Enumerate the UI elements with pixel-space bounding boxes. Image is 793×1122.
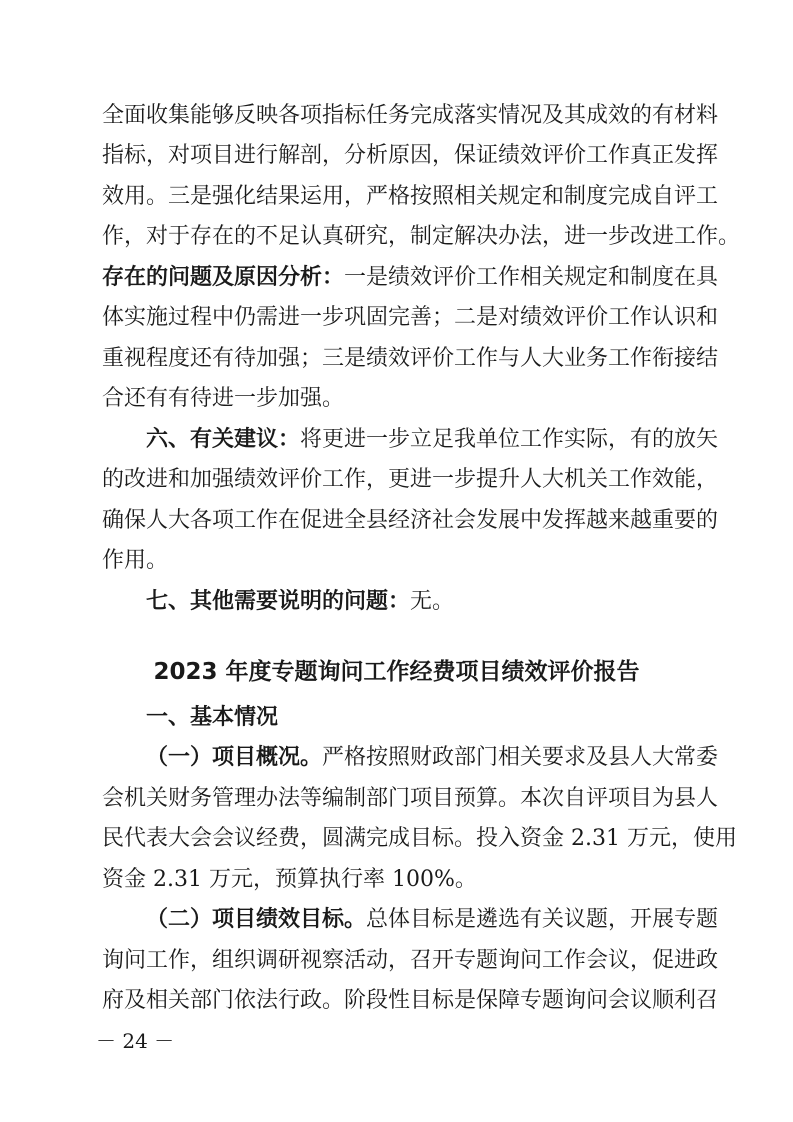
paragraph-line	[146, 584, 702, 620]
page-number: － 24 －	[96, 1029, 175, 1053]
paragraph-text: 一是绩效评价工作相关规定和制度在具	[344, 265, 719, 290]
paragraph-line: 重视程度还有待加强；三是绩效评价工作与人大业务工作衔接结	[102, 346, 719, 371]
paragraph-text: 无。	[410, 589, 455, 614]
section-heading: 一、基本情况	[146, 705, 279, 730]
paragraph-line: 指标，对项目进行解剖，分析原因，保证绩效评价工作真正发挥	[102, 143, 719, 168]
paragraph-line: 会机关财务管理办法等编制部门项目预算。本次自评项目为县人	[102, 786, 719, 811]
paragraph-line	[102, 260, 719, 296]
other-issues-heading: 七、其他需要说明的问题：	[146, 589, 411, 614]
paragraph-line: 作用。	[102, 548, 169, 573]
paragraph-line: 府及相关部门依法行政。阶段性目标是保障专题询问会议顺利召	[102, 988, 719, 1013]
overview-heading: （一）项目概况。	[146, 745, 323, 770]
paragraph-line: 的改进和加强绩效评价工作，更进一步提升人大机关工作效能，	[102, 467, 719, 492]
paragraph-text: 严格按照财政部门相关要求及县人大常委	[322, 745, 719, 770]
paragraph-line: 询问工作，组织调研视察活动，召开专题询问工作会议，促进政	[102, 948, 719, 973]
paragraph-line: 资金 2.31 万元，预算执行率 100%。	[102, 867, 477, 892]
paragraph-line: 效用。三是强化结果运用，严格按照相关规定和制度完成自评工	[102, 184, 719, 209]
paragraph-text: 将更进一步立足我单位工作实际，有的放矢	[300, 427, 719, 452]
problem-heading: 存在的问题及原因分析：	[102, 265, 345, 290]
paragraph-line: 作，对于存在的不足认真研究，制定解决办法，进一步改进工作。	[102, 224, 741, 249]
paragraph-line: 全面收集能够反映各项指标任务完成落实情况及其成效的有材料	[102, 103, 719, 128]
paragraph-line: 体实施过程中仍需进一步巩固完善；二是对绩效评价工作认识和	[102, 305, 719, 330]
report-title: 2023 年度专题询问工作经费项目绩效评价报告	[153, 659, 640, 685]
paragraph-line: 确保人大各项工作在促进全县经济社会发展中发挥越来越重要的	[102, 508, 719, 533]
paragraph-line	[146, 902, 719, 938]
goals-heading: （二）项目绩效目标。	[146, 907, 367, 932]
paragraph-line: 民代表大会会议经费，圆满完成目标。投入资金 2.31 万元，使用	[102, 826, 737, 851]
suggestion-heading: 六、有关建议：	[146, 427, 301, 452]
paragraph-line	[146, 422, 719, 458]
paragraph-line	[146, 740, 719, 776]
paragraph-line: 合还有有待进一步加强。	[102, 386, 345, 411]
paragraph-text: 总体目标是遴选有关议题，开展专题	[366, 907, 719, 932]
